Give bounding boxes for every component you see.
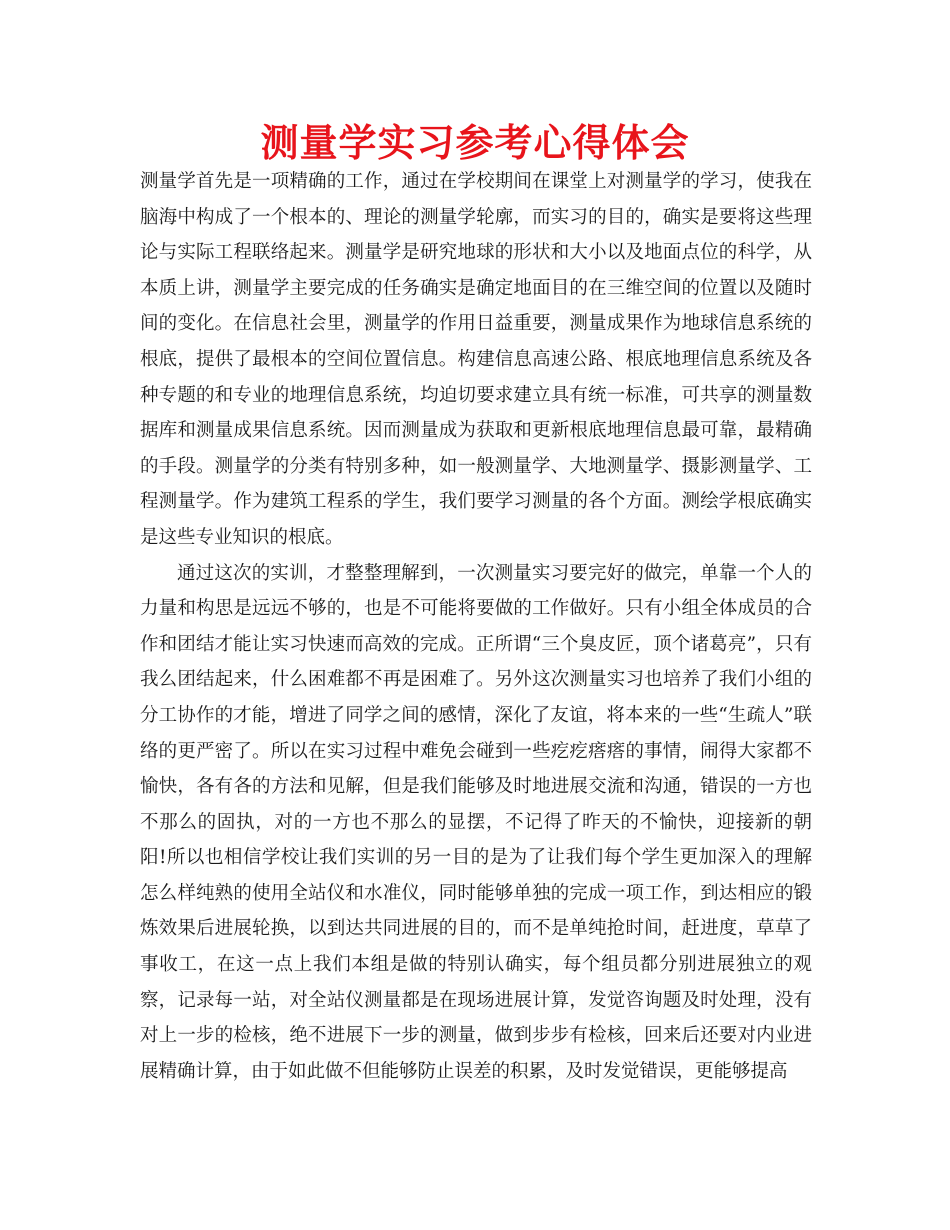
document-title: 测量学实习参考心得体会 bbox=[260, 121, 690, 165]
paragraph-1: 测量学首先是一项精确的工作，通过在学校期间在课堂上对测量学的学习，使我在脑海中构成了一个根本的、理论的测量学轮廓，而实习的目的，确实是要将这些理论与实际工程联络起来。测量学是研究地球的形状和大小以及地面点位的科学，从本质上讲，测量学主要完成的任务确实是确定地面目的在三维空间的位置以及随时间的变化。在信息社会里，测量学的作用日益重要，测量成果作为地球信息系统的根底，提供了最根本的空间位置信息。构建信息高速公路、根底地理信息系统及各种专题的和专业的地理信息系统，均迫切要求建立具有统一标准，可共享的测量数据库和测量成果信息系统。因而测量成为获取和更新根底地理信息最可靠，最精确的手段。测量学的分类有特别多种，如一般测量学、大地测量学、摄影测量学、工程测量学。作为建筑工程系的学生，我们要学习测量的各个方面。测绘学根底确实是这些专业知识的根底。 bbox=[140, 171, 812, 548]
document-body bbox=[140, 164, 812, 1089]
paragraph-2: 通过这次的实训，才整整理解到，一次测量实习要完好的做完，单靠一个人的力量和构思是远远不够的，也是不可能将要做的工作做好。只有小组全体成员的合作和团结才能让实习快速而高效的完成。正所谓“三个臭皮匠，顶个诸葛亮”，只有我么团结起来，什么困难都不再是困难了。另外这次测量实习也培养了我们小组的分工协作的才能，增进了同学之间的感情，深化了友谊，将本来的一些“生疏人”联络的更严密了。所以在实习过程中难免会碰到一些疙疙瘩瘩的事情，闹得大家都不愉快，各有各的方法和见解，但是我们能够及时地进展交流和沟通，错误的一方也不那么的固执，对的一方也不那么的显摆，不记得了昨天的不愉快，迎接新的朝阳!所以也相信学校让我们实训的另一目的是为了让我们每个学生更加深入的理解怎么样纯熟的使用全站仪和水准仪，同时能够单独的完成一项工作，到达相应的锻炼效果后进展轮换，以到达共同进展的目的，而不是单纯抢时间，赶进度，草草了事收工，在这一点上我们本组是做的特别认确实，每个组员都分别进展独立的观察，记录每一站，对全站仪测量都是在现场进展计算，发觉咨询题及时处理，没有对上一步的检核，绝不进展下一步的测量，做到步步有检核，回来后还要对内业进展精确计算，由于如此做不但能够防止误差的积累，及时发觉错误，更能够提高 bbox=[140, 562, 812, 1082]
